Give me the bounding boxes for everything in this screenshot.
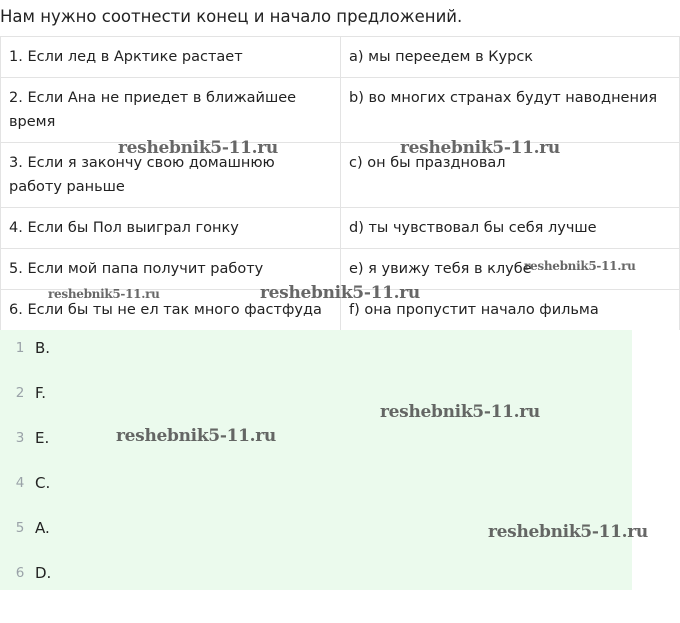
sentence-end: e) я увижу тебя в клубе — [341, 249, 680, 290]
answer-letter: E. — [35, 429, 50, 447]
sentence-start: 5. Если мой папа получит работу — [1, 249, 341, 290]
sentence-end: a) мы переедем в Курск — [341, 37, 680, 78]
answer-number: 3 — [15, 430, 25, 446]
answer-number: 1 — [15, 340, 25, 356]
sentence-end: f) она пропустит начало фильма — [341, 290, 680, 331]
sentence-start: 3. Если я закончу свою домашнюю работу раньше — [1, 143, 341, 208]
answer-block — [0, 330, 632, 590]
watermark: reshebnik5-11.ru — [400, 138, 560, 158]
watermark: reshebnik5-11.ru — [48, 287, 160, 301]
watermark: reshebnik5-11.ru — [488, 522, 648, 542]
watermark: reshebnik5-11.ru — [524, 259, 636, 273]
sentence-end: c) он бы праздновал — [341, 143, 680, 208]
answer-letter: F. — [35, 384, 46, 402]
answer-letter: C. — [35, 474, 51, 492]
sentence-start: 4. Если бы Пол выиграл гонку — [1, 208, 341, 249]
answer-letter: B. — [35, 339, 51, 357]
answer-letter: D. — [35, 564, 52, 582]
answer-number: 6 — [15, 565, 25, 581]
watermark: reshebnik5-11.ru — [116, 426, 276, 446]
answer-number: 2 — [15, 385, 25, 401]
watermark: reshebnik5-11.ru — [260, 283, 420, 303]
watermark: reshebnik5-11.ru — [380, 402, 540, 422]
sentence-start: 2. Если Ана не приедет в ближайшее время — [1, 78, 341, 143]
answer-number: 4 — [15, 475, 25, 491]
table-row — [1, 78, 680, 143]
page-heading: Нам нужно соотнести конец и начало предложений. — [0, 7, 463, 26]
sentence-start: 6. Если бы ты не ел так много фастфуда — [1, 290, 341, 331]
sentence-end: b) во многих странах будут наводнения — [341, 78, 680, 143]
sentence-start: 1. Если лед в Арктике растает — [1, 37, 341, 78]
table-row — [1, 37, 680, 78]
watermark: reshebnik5-11.ru — [118, 138, 278, 158]
sentence-end: d) ты чувствовал бы себя лучше — [341, 208, 680, 249]
table-row — [1, 143, 680, 208]
answer-number: 5 — [15, 520, 25, 536]
table-row — [1, 208, 680, 249]
answer-letter: A. — [35, 519, 50, 537]
